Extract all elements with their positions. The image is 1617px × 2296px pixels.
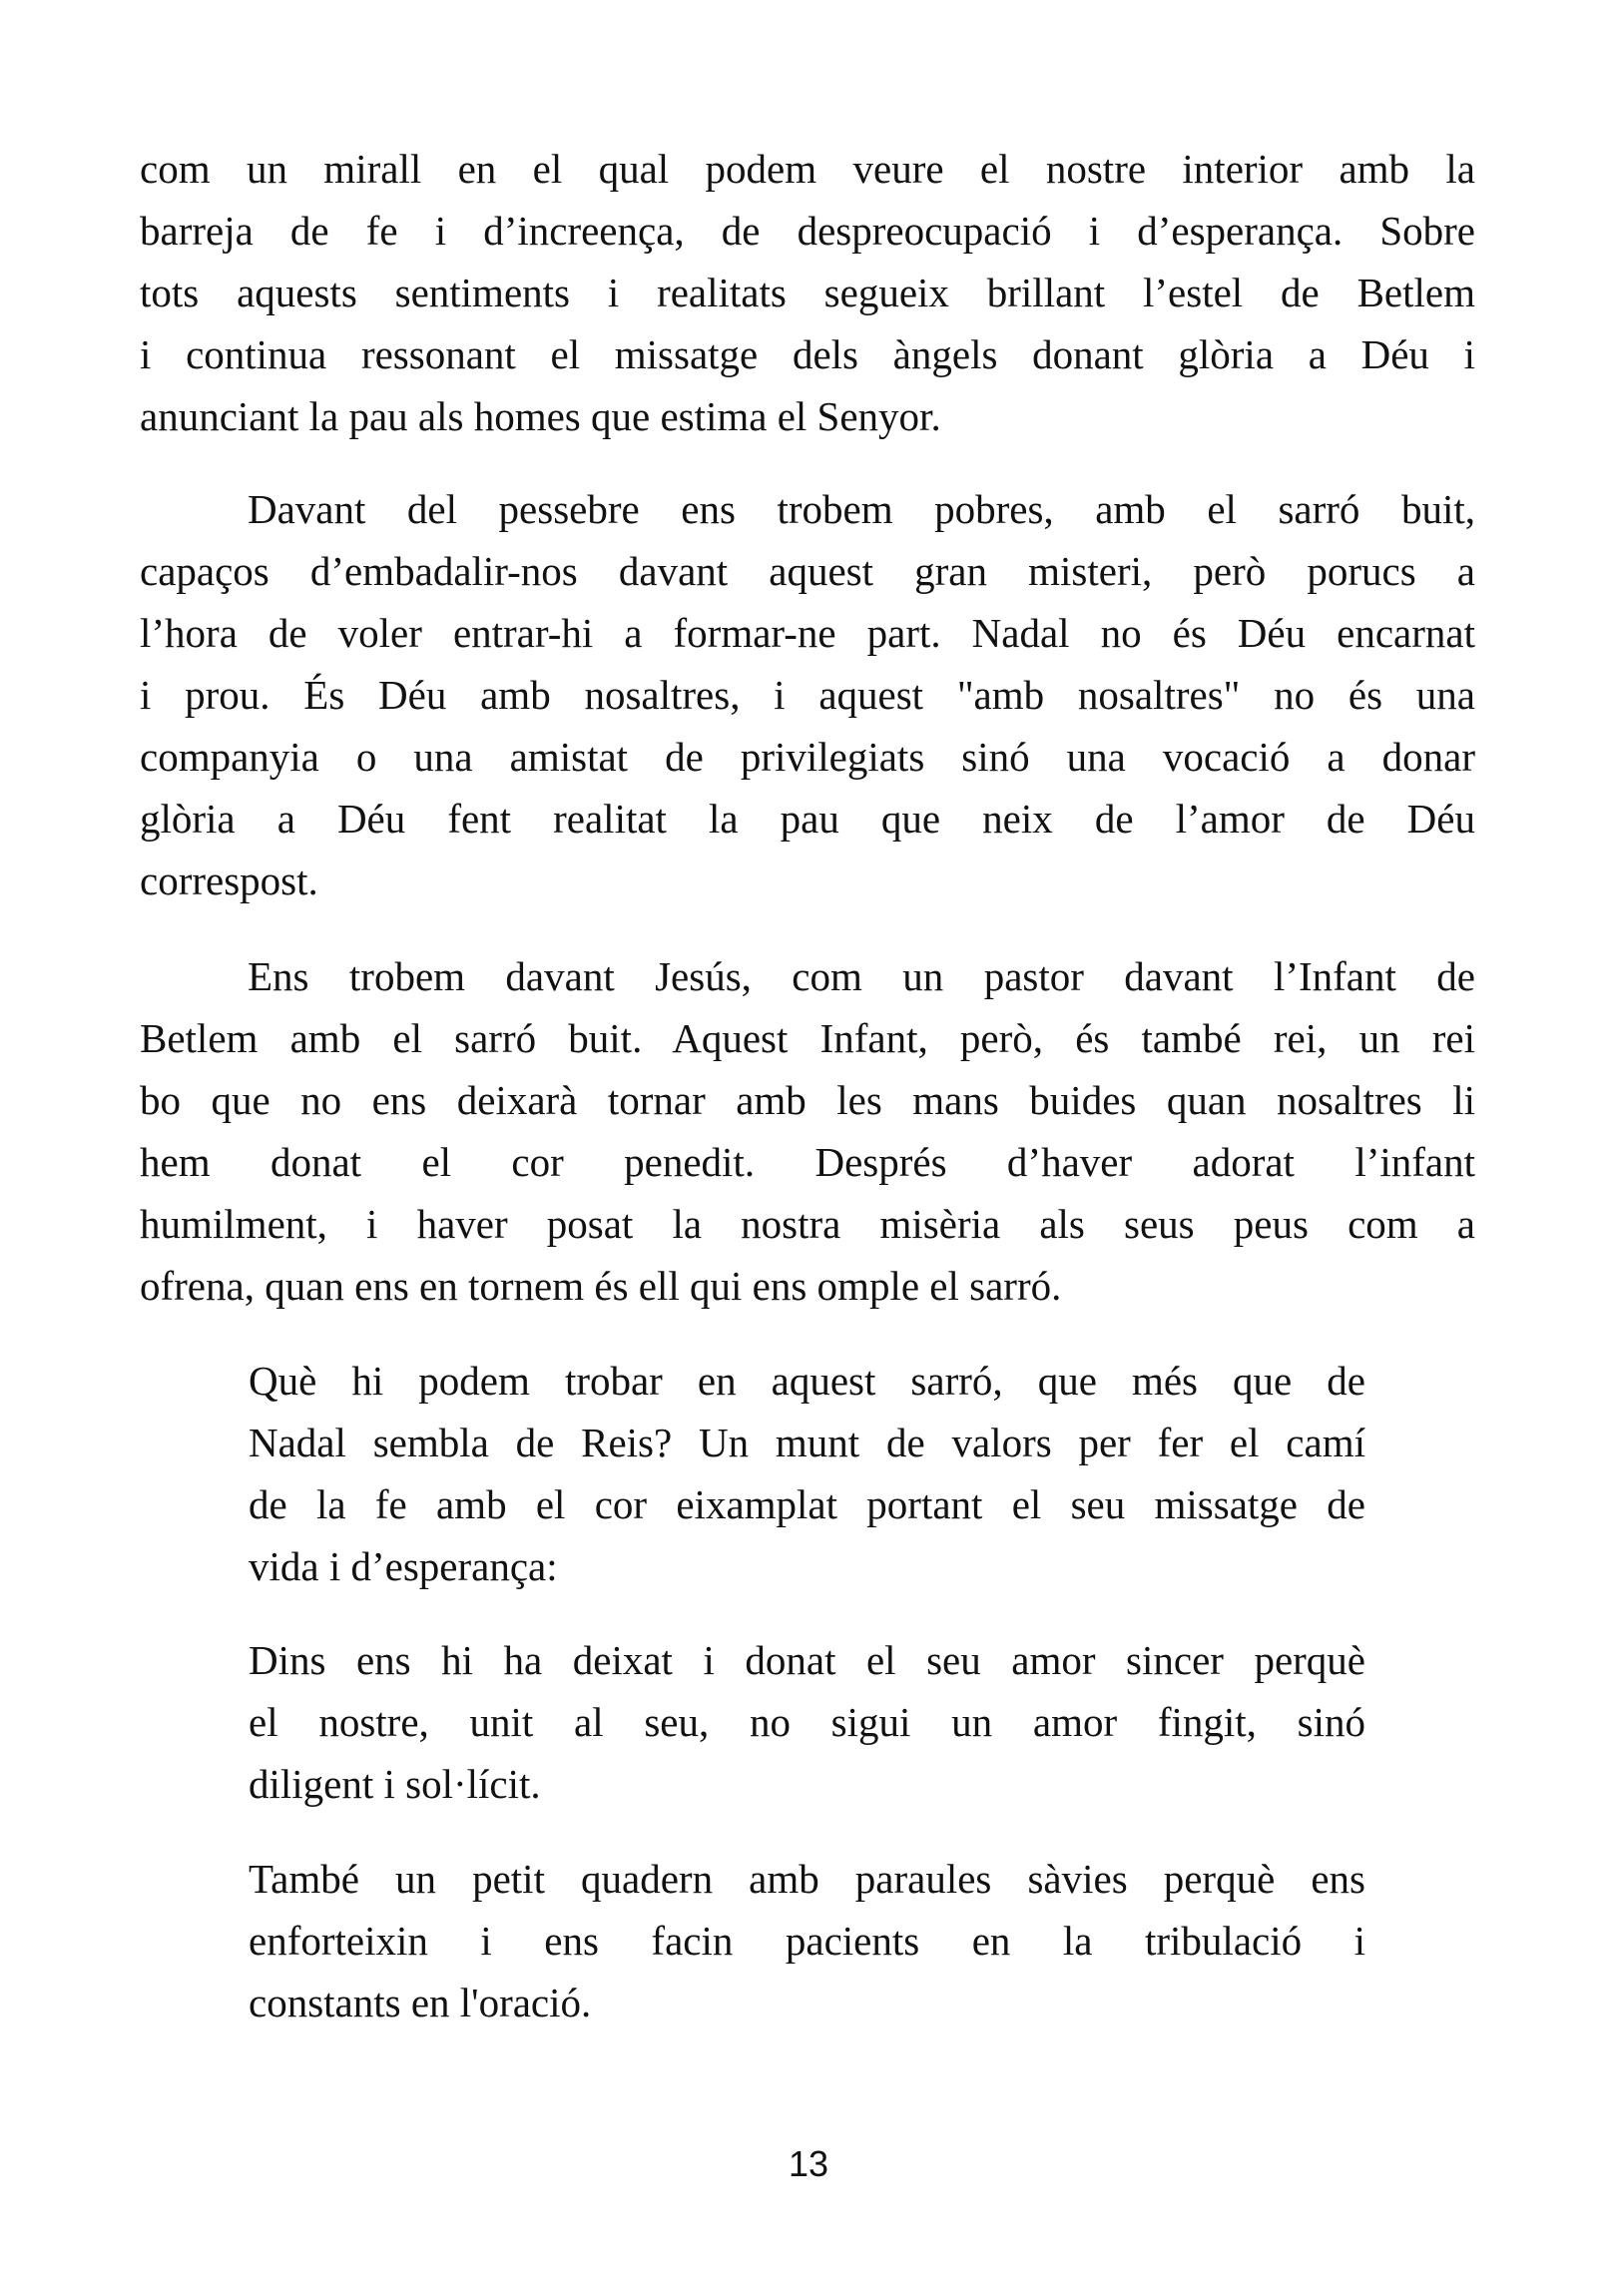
text-line: enforteixin i ens facin pacients en la tribulació i	[249, 1918, 1365, 1964]
text-line: l’hora de voler entrar-hi a formar-ne part. Nadal no és Déu encarnat	[140, 610, 1475, 656]
text-line: Ens trobem davant Jesús, com un pastor davant l’Infant de	[248, 953, 1475, 999]
text-line: com un mirall en el qual podem veure el nostre interior amb la	[140, 146, 1475, 192]
text-line: humilment, i haver posat la nostra misèria als seus peus com a	[140, 1201, 1475, 1247]
page-number: 13	[788, 2143, 829, 2184]
text-line: constants en l'oració.	[249, 1980, 592, 2025]
quote-paragraph-3	[249, 1848, 1365, 2033]
quote-paragraph-1	[249, 1350, 1365, 1597]
text-line: i prou. És Déu amb nosaltres, i aquest "amb nosaltres" no és una	[140, 672, 1475, 718]
text-line: barreja de fe i d’increença, de despreocupació i d’esperança. Sobre	[140, 208, 1475, 254]
text-line: i continua ressonant el missatge dels àngels donant glòria a Déu i	[140, 331, 1475, 377]
text-line: el nostre, unit al seu, no sigui un amor fingit, sinó	[249, 1699, 1365, 1745]
text-line: També un petit quadern amb paraules sàvies perquè ens	[249, 1856, 1365, 1902]
paragraph-2	[140, 478, 1475, 911]
text-line: glòria a Déu fent realitat la pau que neix de l’amor de Déu	[140, 796, 1475, 842]
text-line: diligent i sol·lícit.	[249, 1761, 541, 1807]
text-line: Davant del pessebre ens trobem pobres, amb el sarró buit,	[248, 486, 1475, 532]
text-line: anunciant la pau als homes que estima el Senyor.	[140, 393, 941, 439]
text-line: hem donat el cor penedit. Després d’haver adorat l’infant	[140, 1139, 1475, 1185]
text-line: ofrena, quan ens en tornem és ell qui ens omple el sarró.	[140, 1263, 1062, 1309]
paragraph-1	[140, 138, 1475, 447]
text-line: bo que no ens deixarà tornar amb les mans buides quan nosaltres li	[140, 1077, 1475, 1123]
quote-paragraph-2	[249, 1629, 1365, 1815]
text-line: Nadal sembla de Reis? Un munt de valors per fer el camí	[249, 1420, 1365, 1465]
paragraph-3	[140, 945, 1475, 1317]
text-line: Què hi podem trobar en aquest sarró, que més que de	[249, 1358, 1365, 1404]
text-line: tots aquests sentiments i realitats segueix brillant l’estel de Betlem	[140, 270, 1475, 315]
text-line: vida i d’esperança:	[249, 1543, 558, 1589]
text-line: correspost.	[140, 858, 318, 903]
text-line: companyia o una amistat de privilegiats sinó una vocació a donar	[140, 734, 1475, 780]
text-line: de la fe amb el cor eixamplat portant el seu missatge de	[249, 1481, 1365, 1527]
text-line: Dins ens hi ha deixat i donat el seu amor sincer perquè	[249, 1637, 1365, 1683]
text-line: Betlem amb el sarró buit. Aquest Infant, però, és també rei, un rei	[140, 1015, 1475, 1061]
text-line: capaços d’embadalir-nos davant aquest gran misteri, però porucs a	[140, 548, 1475, 594]
